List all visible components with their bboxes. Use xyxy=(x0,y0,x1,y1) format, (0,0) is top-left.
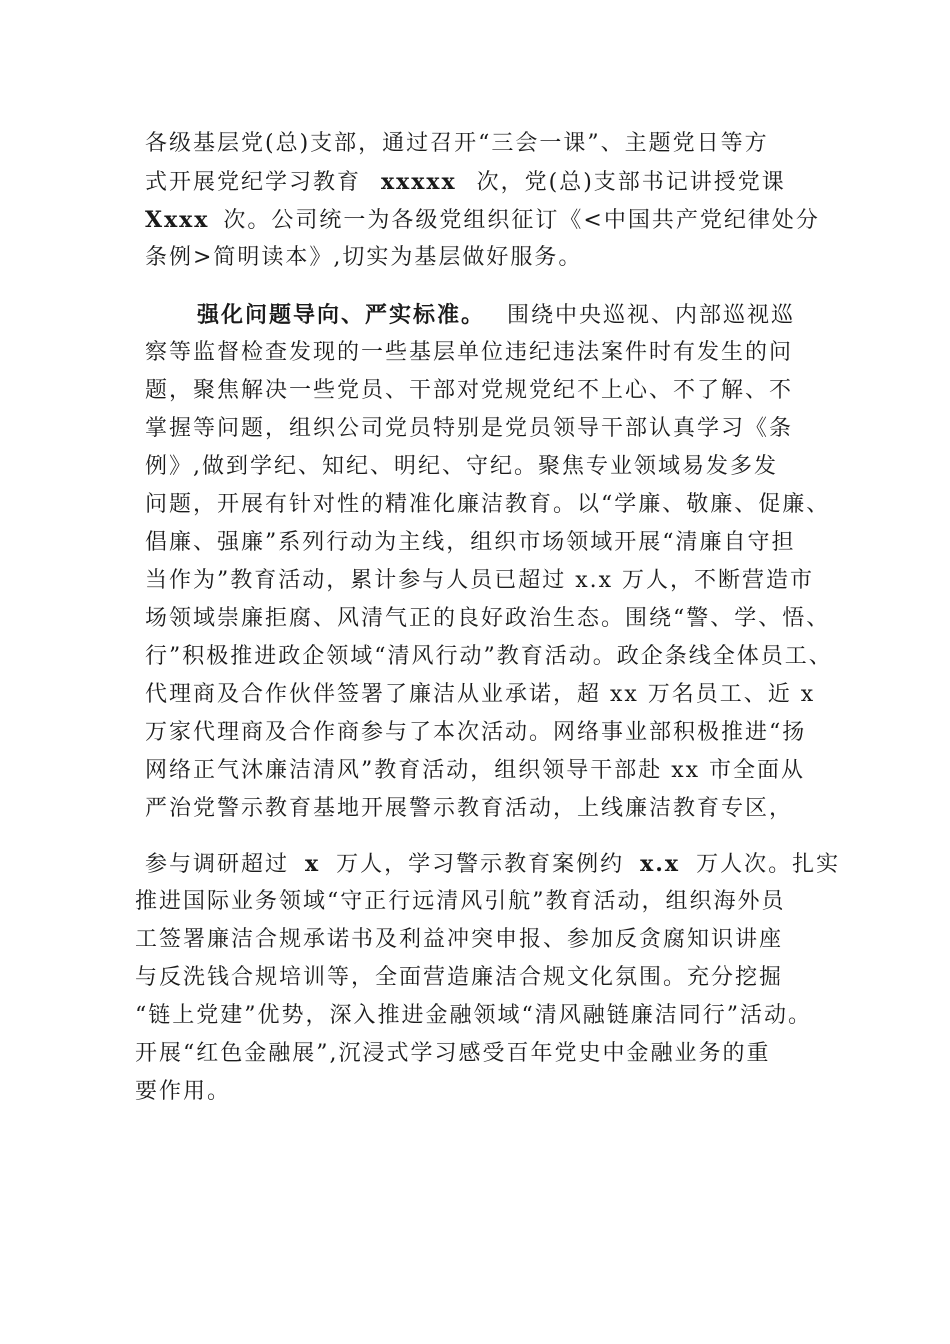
paragraph-1-count-2: Xxxx xyxy=(145,207,210,233)
paragraph-3-line-1-c: 万人次。扎实 xyxy=(696,852,841,877)
paragraph-1-line-3 xyxy=(145,205,820,235)
paragraph-2-line-2: 察等监督检查发现的一些基层单位违纪违法案件时有发生的问 xyxy=(145,340,794,365)
paragraph-2-heading: 强化问题导向、严实标准。 xyxy=(197,302,486,328)
paragraph-3-value-2: x.x xyxy=(640,851,681,877)
paragraph-3-value-1: x xyxy=(305,851,321,877)
paragraph-2-line-11: 代理商及合作伙伴签署了廉洁从业承诺，超 xx 万名员工、近 x xyxy=(145,682,816,707)
paragraph-2-line-9: 场领域崇廉拒腐、风清气正的良好政治生态。围绕“警、学、悟、 xyxy=(145,606,831,631)
paragraph-2-line-6: 问题，开展有针对性的精准化廉洁教育。以“学廉、敬廉、促廉、 xyxy=(145,492,831,517)
paragraph-1-count: xxxxx xyxy=(381,169,457,195)
paragraph-1-line-2-tail: 次，党(总)支部书记讲授党课 xyxy=(476,170,786,195)
paragraph-1-line-2 xyxy=(145,167,786,197)
paragraph-2-line-1 xyxy=(197,300,795,330)
paragraph-3-line-7: 要作用。 xyxy=(135,1079,232,1104)
paragraph-2-line-1-text: 围绕中央巡视、内部巡视巡 xyxy=(507,303,796,328)
paragraph-1-line-3-text: 次。公司统一为各级党组织征订《<中国共产党纪律处分 xyxy=(223,208,820,233)
paragraph-3-line-4: 与反洗钱合规培训等，全面营造廉洁合规文化氛围。充分挖掘 xyxy=(135,965,784,990)
paragraph-2-line-7: 倡廉、强廉”系列行动为主线，组织市场领域开展“清廉自守担 xyxy=(145,530,796,555)
paragraph-3-line-6: 开展“红色金融展”,沉浸式学习感受百年党史中金融业务的重 xyxy=(135,1041,771,1066)
paragraph-2-line-8: 当作为”教育活动，累计参与人员已超过 x.x 万人，不断营造市 xyxy=(145,568,815,593)
paragraph-3-line-1-a: 参与调研超过 xyxy=(145,852,290,877)
paragraph-3-line-5: “链上党建”优势，深入推进金融领域“清风融链廉洁同行”活动。 xyxy=(135,1003,812,1028)
paragraph-3-line-3: 工签署廉洁合规承诺书及利益冲突申报、参加反贪腐知识讲座 xyxy=(135,927,784,952)
paragraph-3-line-1-b: 万人，学习警示教育案例约 xyxy=(336,852,625,877)
paragraph-2-line-12: 万家代理商及合作商参与了本次活动。网络事业部积极推进“扬 xyxy=(145,720,807,745)
paragraph-2-line-10: 行”积极推进政企领域“清风行动”教育活动。政企条线全体员工、 xyxy=(145,644,833,669)
paragraph-3-line-2: 推进国际业务领域“守正行远清风引航”教育活动，组织海外员 xyxy=(135,889,786,914)
paragraph-3-line-1 xyxy=(145,849,840,879)
paragraph-2-line-3: 题，聚焦解决一些党员、干部对党规党纪不上心、不了解、不 xyxy=(145,378,794,403)
paragraph-2-line-5: 例》,做到学纪、知纪、明纪、守纪。聚焦专业领域易发多发 xyxy=(145,454,778,479)
paragraph-1-line-4: 条例>简明读本》,切实为基层做好服务。 xyxy=(145,245,583,270)
paragraph-1-line-2-text: 式开展党纪学习教育 xyxy=(145,170,362,195)
paragraph-2-line-14: 严治党警示教育基地开展警示教育活动，上线廉洁教育专区， xyxy=(145,796,794,821)
paragraph-2-line-4: 掌握等问题，组织公司党员特别是党员领导干部认真学习《条 xyxy=(145,416,794,441)
paragraph-1-line-1: 各级基层党(总)支部，通过召开“三会一课”、主题党日等方 xyxy=(145,131,769,156)
paragraph-2-line-13: 网络正气沐廉洁清风”教育活动，组织领导干部赴 xx 市全面从 xyxy=(145,758,806,783)
